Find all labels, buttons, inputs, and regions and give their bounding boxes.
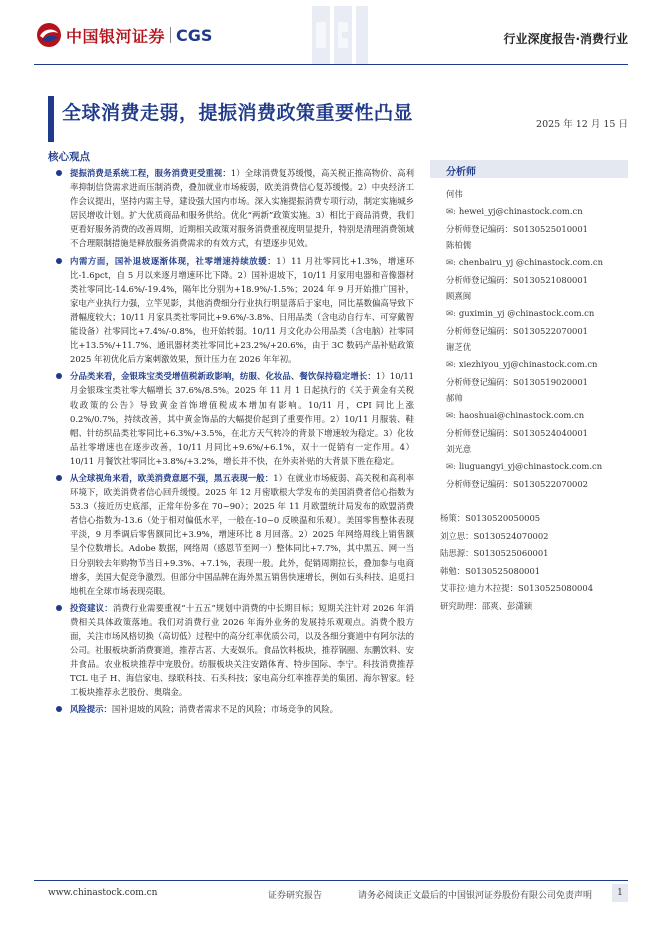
envelope-icon: ✉: <box>446 206 456 216</box>
contact-item: 杨策：S0130520050005 <box>440 513 541 523</box>
envelope-icon: ✉: <box>446 359 456 369</box>
report-date: 2025 年 12 月 15 日 <box>536 119 628 130</box>
bullet-icon <box>56 475 62 481</box>
analyst-name: 顾熹闽 <box>446 291 472 301</box>
contact-item: 韩勉：S0130525080001 <box>440 565 541 576</box>
cgs-logo-icon <box>36 22 62 48</box>
point-text: 国补退坡的风险；消费者需求不足的风险；市场竞争的风险。 <box>111 704 338 715</box>
point-text: 1）全球消费复苏缓慢，高关税正推高物价、高利率抑制信贷需求进而压制消费，叠加就业市场疲弱，欧美消费信心复苏缓慢。2）中央经济工作会议提出，坚持内需主导，建设强大国内市场。深入实施提振消费专项行动，制定实施城乡居民增收计划。扩大优质商品和服务供给。优化“两新”政策实施。3）相比于商品消费，我们更看好服务消费的改善周期，近期相关政策对服务消费重视度明显提升，特别是清理消费领域不合理限制措施是释放服务消费需求的有效方式，有望逐步见效。 <box>70 168 415 249</box>
envelope-icon: ✉: <box>446 461 456 471</box>
analyst-email[interactable]: ✉: hewei_yj@chinastock.com.cn <box>446 206 583 216</box>
contact-item: 刘立思：S0130524070002 <box>440 530 549 541</box>
analyst-name: 陈柏儒 <box>446 240 472 250</box>
header-divider <box>34 64 628 65</box>
analyst-registration: 分析师登记编码：S0130522070002 <box>446 479 589 489</box>
analyst-registration: 分析师登记编码：S0130519020001 <box>446 377 589 387</box>
analyst-entry <box>446 288 630 339</box>
bullet-icon <box>56 605 62 611</box>
analyst-name: 刘光意 <box>446 444 472 454</box>
point-lead: 内需方面，国补退坡逐渐体现，社零增速持续放缓： <box>70 255 277 266</box>
point-lead: 提振消费是系统工程，服务消费更受重视： <box>70 168 231 178</box>
report-category: 行业深度报告·消费行业 <box>503 32 628 46</box>
research-assistants: 研究助理：邵爽、彭潇颖 <box>440 600 533 611</box>
title-accent-bar <box>48 96 54 142</box>
contact-list <box>440 510 632 615</box>
envelope-icon: ✉: <box>446 410 456 420</box>
footer-disclaimer: 请务必阅读正文最后的中国银河证券股份有限公司免责声明 <box>358 891 593 901</box>
analyst-entry <box>446 339 630 390</box>
point-category-analysis <box>48 369 414 468</box>
logo-english-name: CGS <box>176 25 213 45</box>
analyst-name: 谢芝优 <box>446 342 472 352</box>
analyst-email[interactable]: ✉: liuguangyi_yj@chinastock.com.cn <box>446 461 603 471</box>
footer-divider <box>34 880 628 881</box>
point-global-view <box>48 471 414 598</box>
bullet-icon <box>56 373 62 379</box>
analyst-panel-title: 分析师 <box>446 167 476 178</box>
point-consumption-policy <box>48 166 414 251</box>
analyst-registration: 分析师登记编码：S0130525010001 <box>446 224 589 234</box>
point-investment-advice <box>48 601 414 700</box>
analyst-name: 郝帅 <box>446 393 463 403</box>
bullet-icon <box>56 706 62 712</box>
point-text: 1）在就业市场疲弱、高关税和高利率环境下，欧美消费者信心回升缓慢。2025 年 12 月密歇根大学发布的美国消费者信心指数为 53.3（接近历史底部，正常年份多在 70~90）；2025 年 11 月欧盟统计局发布的欧盟消费者信心指数为-13.6（处于相对偏低水平，一般在-10~0 反映温和乐观）。美国零售整体表现平淡，9 月季调后零售额同比+3.9%，增速环比 8 月回落。2）2025 年网络周线上销售额呈个位数增长。Adobe 数据，网络周（感恩节至网一）整体同比+7.7%，其中黑五、网一当日分别较去年购物节当日+9.3%、+7.1%，表现一般。此外，促销周期拉长，叠加参与电商增多，美国大促竞争激烈。但部分中国品牌在海外黑五销售快速增长，例如石头科技、追觅扫地机在全球市场表现亮眼。 <box>70 472 414 596</box>
point-domestic-demand <box>48 254 414 367</box>
analyst-entry <box>446 237 630 288</box>
report-header <box>0 0 662 72</box>
analyst-name: 何伟 <box>446 189 463 199</box>
footer-website-link[interactable]: www.chinastock.com.cn <box>48 888 158 898</box>
envelope-icon: ✉: <box>446 257 456 267</box>
analyst-entry <box>446 441 630 492</box>
core-views <box>48 166 414 720</box>
logo-divider <box>170 27 171 43</box>
cgs-watermark-icon <box>308 2 372 68</box>
point-text: 消费行业需要重视“十五五”规划中消费的中长期目标；短期关注针对 2026 年消费相关具体政策落地。我们对消费行业 2026 年海外业务的发展持乐观观点。消费个股方面，关注市场风格切换（高切低）过程中的高分红率优质公司，以及各细分赛道中有阿尔法的公司。社服板块新消费赛道，推荐古茗、大麦娱乐。食品饮料板块，推荐锅圈、东鹏饮料、安井食品。农业板块推荐中宠股份。纺服板块关注安踏体育、特步国际、李宁。科技消费推荐 TCL 电子 H、海信家电、绿联科技、石头科技；家电高分红率推荐美的集团、海尔智家。轻工板块推荐永艺股份、奥瑞金。 <box>70 602 414 698</box>
analyst-list <box>446 186 630 492</box>
envelope-icon: ✉: <box>446 308 456 318</box>
analyst-entry <box>446 390 630 441</box>
contact-item: 陆思源：S0130525060001 <box>440 548 549 558</box>
point-text: 1）10/11 月金银珠宝类社零大幅增长 37.6%/8.5%。2025 年 11 月 1 日起执行的《关于黄金有关税收政策的公告》导致黄金首饰增值税成本增加有影响。10/11 月，CPI 同比上涨 0.2%/0.7%，持续改善，其中黄金饰品的大幅提价起到了重要作用。2）10/11 月服装、鞋帽、针纺织品类社零同比+6.3%/+3.5%，在北方天气转冷的背景下增速较为稳定。3）化妆品社零增速也在逐步改善，10/11 月同比+9.6%/+6.1%，双十一促销有一定作用。4）10/11 月餐饮社零同比+3.8%/+3.2%，增长并不快，在外卖补贴的大背景下胜在稳定。 <box>70 371 415 466</box>
bullet-icon <box>56 258 62 264</box>
logo-chinese-name: 中国银河证券 <box>66 26 166 46</box>
analyst-registration: 分析师登记编码：S0130522070001 <box>446 326 589 336</box>
point-lead: 从全球视角来看，欧美消费意愿不强，黑五表现一般： <box>70 472 274 483</box>
bullet-icon <box>56 170 62 176</box>
cgs-logo <box>36 22 212 48</box>
point-risk-warning <box>48 702 414 716</box>
analyst-registration: 分析师登记编码：S0130524040001 <box>446 428 589 438</box>
contact-item: 艾菲拉·迪力木拉提：S0130525080004 <box>440 583 594 593</box>
analyst-email[interactable]: ✉: chenbairu_yj @chinastock.com.cn <box>446 257 603 267</box>
analyst-email[interactable]: ✉: haoshuai@chinastock.com.cn <box>446 410 585 420</box>
footer-report-type: 证券研究报告 <box>268 891 323 901</box>
analyst-email[interactable]: ✉: xiezhiyou_yj@chinastock.com.cn <box>446 359 598 369</box>
point-lead: 风险提示： <box>70 704 112 715</box>
page-number: 1 <box>612 884 628 902</box>
analyst-entry <box>446 186 630 237</box>
point-lead: 投资建议： <box>70 602 113 613</box>
report-title: 全球消费走弱，提振消费政策重要性凸显 <box>62 102 414 124</box>
point-text: 1）11 月社零同比+1.3%，增速环比-1.6pct，自 5 月以来逐月增速环比下降。2）国补退坡下，10/11 月家用电器和音像器材类社零同比-14.6%/-19.4%，隔年比分别为+18.9%/-1.5%；2024 年 9 月开始推广国补，家电产业执行力强，立竿见影，其他消费细分行业执行明显落后于家电，同比基数偏高导致下滑幅度较大；10/11 月家具类社零同比+9.6%/-3.8%、日用品类（含电动自行车、可穿戴智能设备）社零同比+7.4%/-0.8%，也开始转弱。10/11 月文化办公用品类（含电脑）社零同比+13.5%/+11.7%、通讯器材类社零同比+23.2%/+20.6%，由于 3C 数码产品补贴政策 2025 年初优化后方案刺激效果，预计压力在 2026 年年初。 <box>70 255 414 365</box>
core-views-heading: 核心观点 <box>48 151 90 163</box>
point-lead: 分品类来看，金银珠宝类受增值税新政影响，纺服、化妆品、餐饮保持稳定增长： <box>70 371 376 382</box>
analyst-email[interactable]: ✉: guximin_yj @chinastock.com.cn <box>446 308 595 318</box>
analyst-registration: 分析师登记编码：S0130521080001 <box>446 275 589 285</box>
